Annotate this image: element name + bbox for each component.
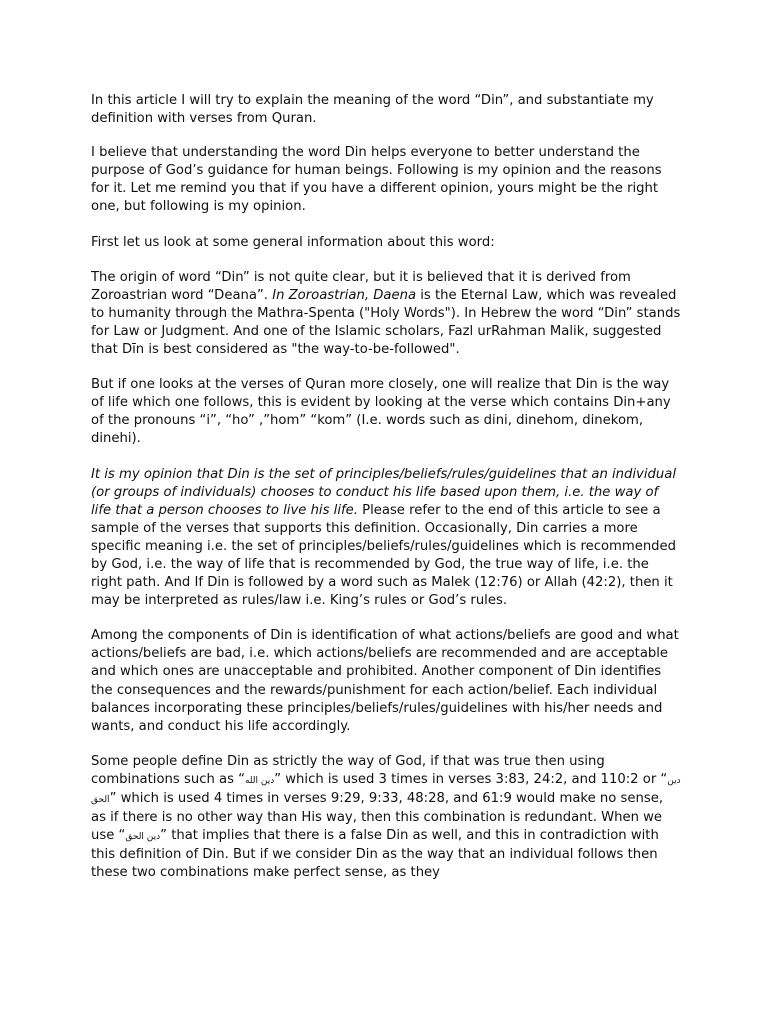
document-page bbox=[91, 92, 681, 899]
arabic-phrase-din-al-haq: دين الحق bbox=[91, 775, 681, 805]
definition-text-4: ” that implies that there is a false Din as well, and this in contradiction with this definition of Din. But if we consider Din as the way that an individual follows then these two combinations make perfect sense, as they bbox=[91, 828, 659, 881]
definition-text-3: ” which is used 4 times in verses 9:29, 9:33, 48:28, and 61:9 would make no sense, as if there is no other way than His way, then this combination is redundant. When we use “ bbox=[91, 791, 664, 844]
paragraph-belief: I believe that understanding the word Din helps everyone to better understand the purpose of God’s guidance for human beings. Following is my opinion and the reasons for it. Let me remind you that if you have a different opinion, yours might be the right one, but following is my opinion. bbox=[91, 145, 662, 215]
paragraph-intro: In this article I will try to explain the meaning of the word “Din”, and substantiate my definition with verses from Quran. bbox=[91, 93, 654, 127]
paragraph-opinion bbox=[91, 466, 681, 611]
opinion-text: Please refer to the end of this article to see a sample of the verses that supports this definition. Occasionally, Din carries a more specific meaning i.e. the set of principles/beliefs/rules/guidelines which is recommended by God, i.e. the way of life that is recommended by God, the true way of life, i.e. the right path. And If Din is followed by a word such as Malek (12:76) or Allah (42:2), then it may be interpreted as rules/law i.e. King’s rules or God’s rules. bbox=[91, 502, 677, 609]
arabic-phrase-din-allah: دين الله bbox=[244, 775, 275, 786]
arabic-phrase-din-al-haq-2: دين الحق bbox=[125, 832, 161, 843]
paragraph-definition bbox=[91, 753, 681, 883]
opinion-italic-text: It is my opinion that Din is the set of principles/beliefs/rules/guidelines that an individual (or groups of individuals) chooses to conduct his life based upon them, i.e. the way of life that a person chooses to live his life. bbox=[91, 466, 677, 518]
origin-text: The origin of word “Din” is not quite clear, but it is believed that it is derived from Zoroastrian word “Deana”. bbox=[91, 269, 631, 303]
origin-italic-text: In Zoroastrian, Daena bbox=[272, 287, 417, 303]
paragraph-origin bbox=[91, 269, 681, 359]
origin-text-continued: is the Eternal Law, which was revealed to humanity through the Mathra-Spenta ("Holy Words"). In Hebrew the word “Din” stands for Law or Judgment. And one of the Islamic scholars, Fazl urRahman Malik, suggested that Dīn is best considered as "the way-to-be-followed". bbox=[91, 287, 681, 358]
definition-text: Some people define Din as strictly the way of God, if that was true then using combinations such as “ bbox=[91, 753, 605, 787]
paragraph-general-info: First let us look at some general information about this word: bbox=[91, 234, 495, 250]
paragraph-components: Among the components of Din is identification of what actions/beliefs are good and what actions/beliefs are bad, i.e. which actions/beliefs are recommended and are acceptable and which ones are unacceptable and prohibited. Another component of Din identifies the consequences and the rewards/punishment for each action/belief. Each individual balances incorporating these principles/beliefs/rules/guidelines with his/her needs and wants, and conduct his life accordingly. bbox=[91, 628, 679, 734]
paragraph-verses: But if one looks at the verses of Quran more closely, one will realize that Din is the way of life which one follows, this is evident by looking at the verse which contains Din+any of the pronouns “i”, “ho” ,”hom” “kom” (I.e. words such as dini, dinehom, dinekom, dinehi). bbox=[91, 377, 671, 447]
definition-text-2: ” which is used 3 times in verses 3:83, 24:2, and 110:2 or “ bbox=[274, 771, 668, 787]
